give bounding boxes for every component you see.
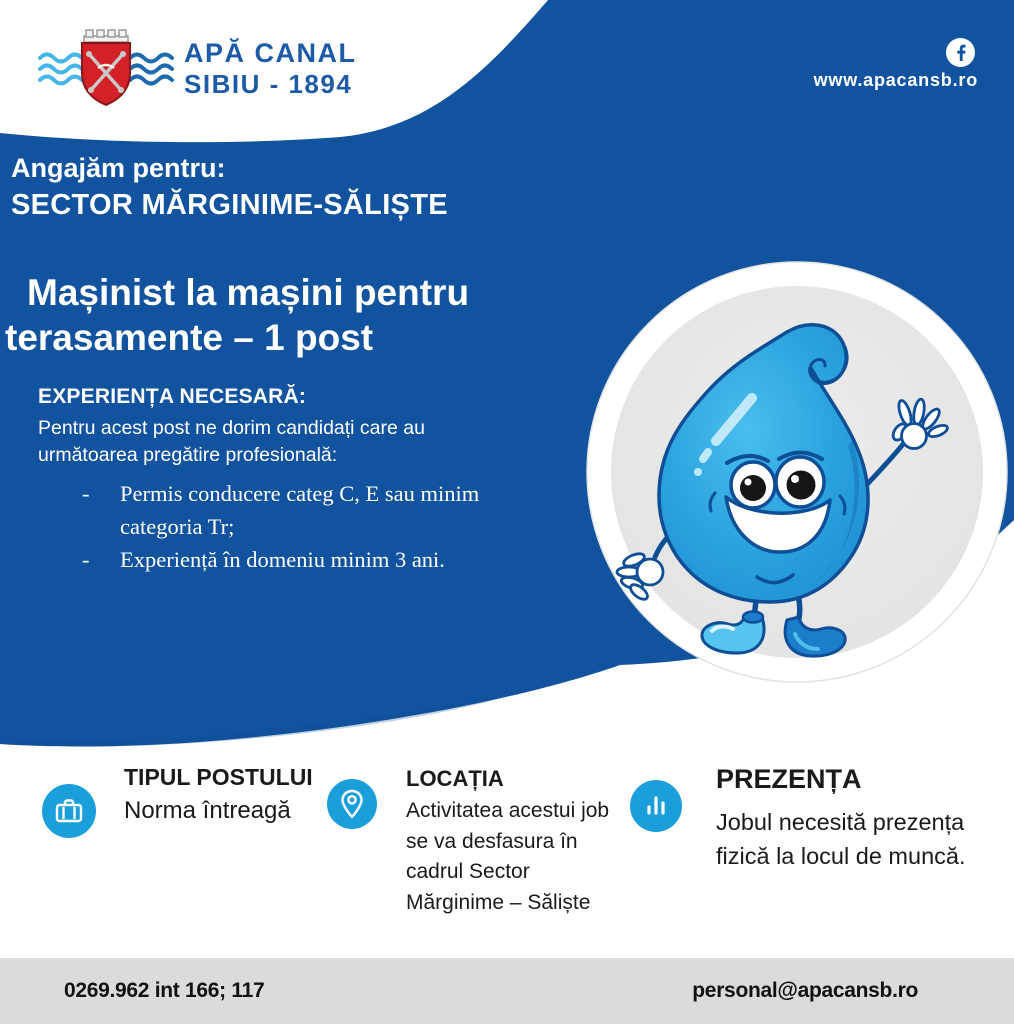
hiring-intro: Angajăm pentru: [11,153,226,183]
bullet-item [38,477,538,543]
detail-text-location: Activitatea acestui job se va desfasura în cadrul Sector Mărginime – Săliște [406,799,610,914]
email-address[interactable]: personal@apacansb.ro [692,979,918,1002]
footer-bar [0,958,1014,1024]
bullet-item [38,543,538,576]
crown-icon [84,30,128,42]
brand-name [184,38,357,100]
facebook-icon[interactable] [946,38,975,67]
mascot-badge [587,262,1007,682]
bullet-text: Permis conducere categ C, E sau minim categoria Tr; [120,481,480,539]
detail-heading-location: LOCAȚIA [406,766,504,791]
phone-number: 0269.962 int 166; 117 [64,979,265,1002]
job-title-line1: Mașinist la mașini pentru [27,272,470,313]
detail-heading-presence: PREZENȚA [716,764,862,794]
briefcase-icon [42,784,96,838]
bar-chart-icon [630,780,682,832]
company-logo [36,26,456,112]
hiring-sector: SECTOR MĂRGINIME-SĂLIȘTE [11,189,448,221]
experience-bullet-list [38,477,538,576]
detail-text-presence: Jobul necesită prezența fizică la locul de muncă. [716,809,966,869]
job-title-line2: terasamente – 1 post [5,317,374,358]
bullet-dash: - [82,481,90,506]
brand-name-line1: APĂ CANAL [184,38,357,68]
experience-section [38,385,538,576]
left-waves-icon [40,55,82,84]
experience-heading: EXPERIENȚA NECESARĂ: [38,385,307,408]
job-title [5,270,469,360]
bullet-dash: - [82,547,90,572]
coat-of-arms-logo [36,28,176,110]
experience-intro: Pentru acest post ne dorim candidați care au următoarea pregătire profesională: [38,417,425,466]
detail-text-job-type: Norma întreagă [124,797,291,824]
hiring-header [11,150,448,224]
detail-heading-job-type: TIPUL POSTULUI [124,764,313,790]
brand-name-line2: SIBIU - 1894 [184,69,353,99]
bullet-text: Experiență în domeniu minim 3 ani. [120,547,445,572]
shield-icon [82,43,130,105]
right-waves-icon [130,55,172,84]
website-url[interactable]: www.apacansb.ro [813,70,978,90]
location-pin-icon [327,779,377,829]
